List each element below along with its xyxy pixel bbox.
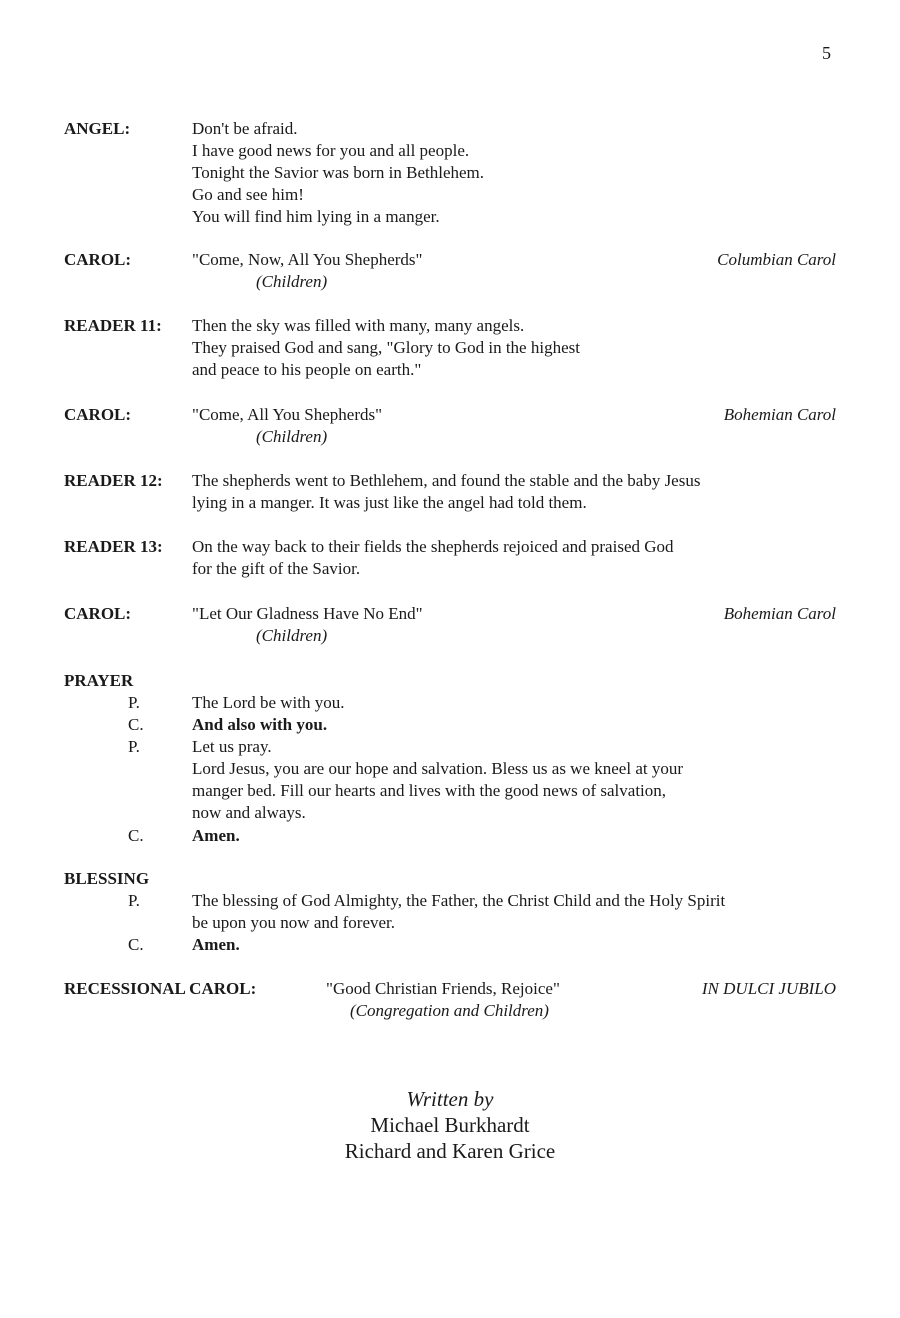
carol-attribution: Columbian Carol [717,250,836,269]
response-text: now and always. [192,803,306,822]
speaker-pastor: P. [128,693,140,712]
prayer-title: PRAYER [64,671,134,690]
speaker-congregation: C. [128,715,144,734]
carol-performer: (Children) [256,272,328,291]
text-line: Then the sky was filled with many, many angels. [192,316,525,335]
response-text: The Lord be with you. [192,693,345,712]
speaker-congregation: C. [128,935,144,954]
text-line: They praised God and sang, "Glory to God in the highest [192,338,580,357]
text-line: I have good news for you and all people. [192,141,470,160]
text-line: for the gift of the Savior. [192,559,361,578]
response-text: The blessing of God Almighty, the Father, the Christ Child and the Holy Spirit [192,891,726,910]
blessing-section [64,868,836,958]
text-line: The shepherds went to Bethlehem, and found the stable and the baby Jesus [192,471,701,490]
carol-title: "Come, All You Shepherds" [192,405,383,424]
text-line: Tonight the Savior was born in Bethlehem. [192,163,485,182]
text-line: You will find him lying in a manger. [192,207,440,226]
written-by: Written by [406,1087,494,1111]
response-text: Let us pray. [192,737,272,756]
carol-label: CAROL: [64,250,132,269]
carol-title: "Come, Now, All You Shepherds" [192,250,423,269]
text-line: On the way back to their fields the shepherds rejoiced and praised God [192,537,674,556]
carol-title: "Let Our Gladness Have No End" [192,604,423,623]
response-text: Amen. [192,935,240,954]
author-name: Richard and Karen Grice [344,1139,556,1163]
response-text: be upon you now and forever. [192,913,396,932]
carol-attribution: Bohemian Carol [723,604,836,623]
text-line: Don't be afraid. [192,119,298,138]
reader-12-label: READER 12: [64,471,163,490]
text-line: lying in a manger. It was just like the angel had told them. [192,493,587,512]
text-line: and peace to his people on earth." [192,360,422,379]
carol-performer: (Children) [256,427,328,446]
angel-label: ANGEL: [64,119,131,138]
response-text: Amen. [192,826,240,845]
reader-11-label: READER 11: [64,316,162,335]
speaker-pastor: P. [128,737,140,756]
reader-12-text [192,470,836,514]
carol-performer: (Children) [256,626,328,645]
response-text: And also with you. [192,715,328,734]
reader-11-text [192,315,836,381]
blessing-title: BLESSING [64,869,150,888]
carol-label: CAROL: [64,405,132,424]
response-text: Lord Jesus, you are our hope and salvation. Bless us as we kneel at your [192,759,683,778]
recessional-title: "Good Christian Friends, Rejoice" [326,979,560,998]
prayer-section [64,670,836,850]
reader-13-label: READER 13: [64,537,163,556]
recessional-section [64,978,836,1028]
speaker-congregation: C. [128,826,144,845]
carol-label: CAROL: [64,604,132,623]
carol-attribution: Bohemian Carol [723,405,836,424]
credits [0,1086,900,1164]
recessional-performer: (Congregation and Children) [350,1001,549,1020]
response-text: manger bed. Fill our hearts and lives with the good news of salvation, [192,781,667,800]
page-number: 5 [822,43,831,63]
reader-13-text [192,536,836,580]
recessional-attribution: IN DULCI JUBILO [701,979,836,998]
speaker-pastor: P. [128,891,140,910]
recessional-label: RECESSIONAL CAROL: [64,979,257,998]
author-name: Michael Burkhardt [370,1113,530,1137]
text-line: Go and see him! [192,185,304,204]
angel-text [192,118,836,228]
